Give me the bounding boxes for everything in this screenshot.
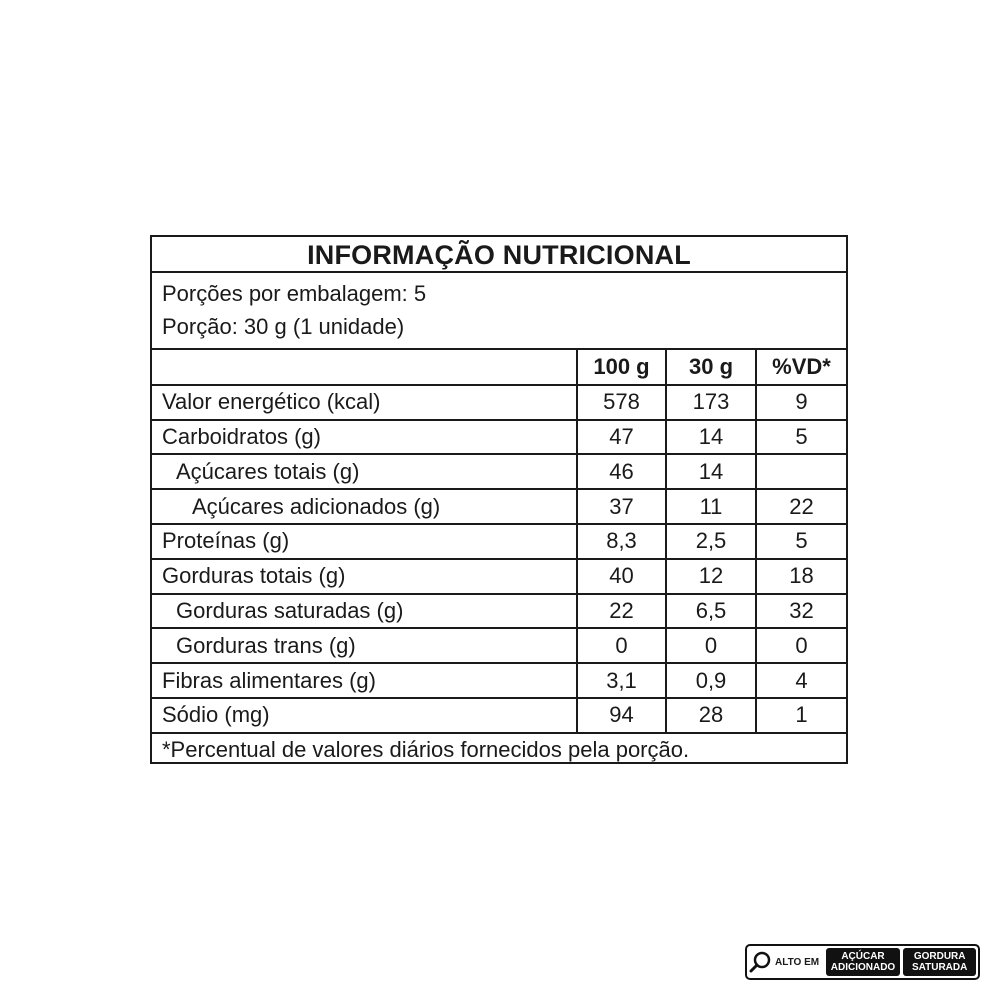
seal-prefix: ALTO EM [775, 956, 820, 968]
nutrient-label: Açúcares totais (g) [152, 454, 577, 489]
nutrition-table [152, 350, 846, 734]
table-row [152, 594, 846, 629]
value-30g: 0 [666, 628, 756, 663]
nutrient-label: Valor energético (kcal) [152, 385, 577, 420]
table-row [152, 559, 846, 594]
value-100g: 8,3 [577, 524, 666, 559]
table-row [152, 489, 846, 524]
header-30g: 30 g [666, 350, 756, 385]
value-30g: 28 [666, 698, 756, 733]
value-vd: 22 [756, 489, 846, 524]
magnifier-icon [749, 950, 773, 974]
table-row [152, 524, 846, 559]
value-100g: 47 [577, 420, 666, 455]
panel-title: INFORMAÇÃO NUTRICIONAL [152, 237, 846, 273]
value-vd [756, 454, 846, 489]
value-30g: 12 [666, 559, 756, 594]
value-vd: 5 [756, 420, 846, 455]
value-vd: 18 [756, 559, 846, 594]
seal-header [749, 948, 823, 976]
value-30g: 0,9 [666, 663, 756, 698]
value-30g: 173 [666, 385, 756, 420]
nutrient-label: Açúcares adicionados (g) [152, 489, 577, 524]
value-30g: 11 [666, 489, 756, 524]
front-warning-seal [745, 944, 980, 980]
value-vd: 1 [756, 698, 846, 733]
header-100g: 100 g [577, 350, 666, 385]
value-vd: 5 [756, 524, 846, 559]
value-100g: 3,1 [577, 663, 666, 698]
value-30g: 14 [666, 420, 756, 455]
nutrient-label: Proteínas (g) [152, 524, 577, 559]
table-row [152, 628, 846, 663]
table-row [152, 663, 846, 698]
seal-saturated-fat-line2: SATURADA [911, 962, 968, 973]
value-100g: 46 [577, 454, 666, 489]
value-vd: 0 [756, 628, 846, 663]
seal-added-sugar-line1: AÇÚCAR [841, 951, 885, 962]
value-100g: 40 [577, 559, 666, 594]
header-empty [152, 350, 577, 385]
nutrient-label: Gorduras saturadas (g) [152, 594, 577, 629]
value-vd: 9 [756, 385, 846, 420]
seal-saturated-fat [903, 948, 976, 976]
table-row [152, 385, 846, 420]
seal-added-sugar-line2: ADICIONADO [830, 962, 896, 973]
value-100g: 37 [577, 489, 666, 524]
servings-per-package: Porções por embalagem: 5 [162, 281, 427, 306]
header-row [152, 350, 846, 385]
value-100g: 94 [577, 698, 666, 733]
nutrient-label: Fibras alimentares (g) [152, 663, 577, 698]
value-30g: 2,5 [666, 524, 756, 559]
header-vd: %VD* [756, 350, 846, 385]
seal-added-sugar [826, 948, 901, 976]
value-30g: 14 [666, 454, 756, 489]
nutrient-label: Gorduras totais (g) [152, 559, 577, 594]
value-30g: 6,5 [666, 594, 756, 629]
value-vd: 4 [756, 663, 846, 698]
value-100g: 0 [577, 628, 666, 663]
value-100g: 22 [577, 594, 666, 629]
nutrient-label: Carboidratos (g) [152, 420, 577, 455]
table-row [152, 420, 846, 455]
value-vd: 32 [756, 594, 846, 629]
table-row [152, 454, 846, 489]
portion-info [152, 277, 846, 350]
table-row [152, 698, 846, 733]
value-100g: 578 [577, 385, 666, 420]
nutrition-facts-panel [150, 235, 848, 764]
nutrient-label: Sódio (mg) [152, 698, 577, 733]
seal-saturated-fat-line1: GORDURA [913, 951, 966, 962]
nutrient-label: Gorduras trans (g) [152, 628, 577, 663]
serving-size: Porção: 30 g (1 unidade) [162, 314, 405, 339]
footnote: *Percentual de valores diários fornecidos pela porção. [162, 736, 690, 762]
